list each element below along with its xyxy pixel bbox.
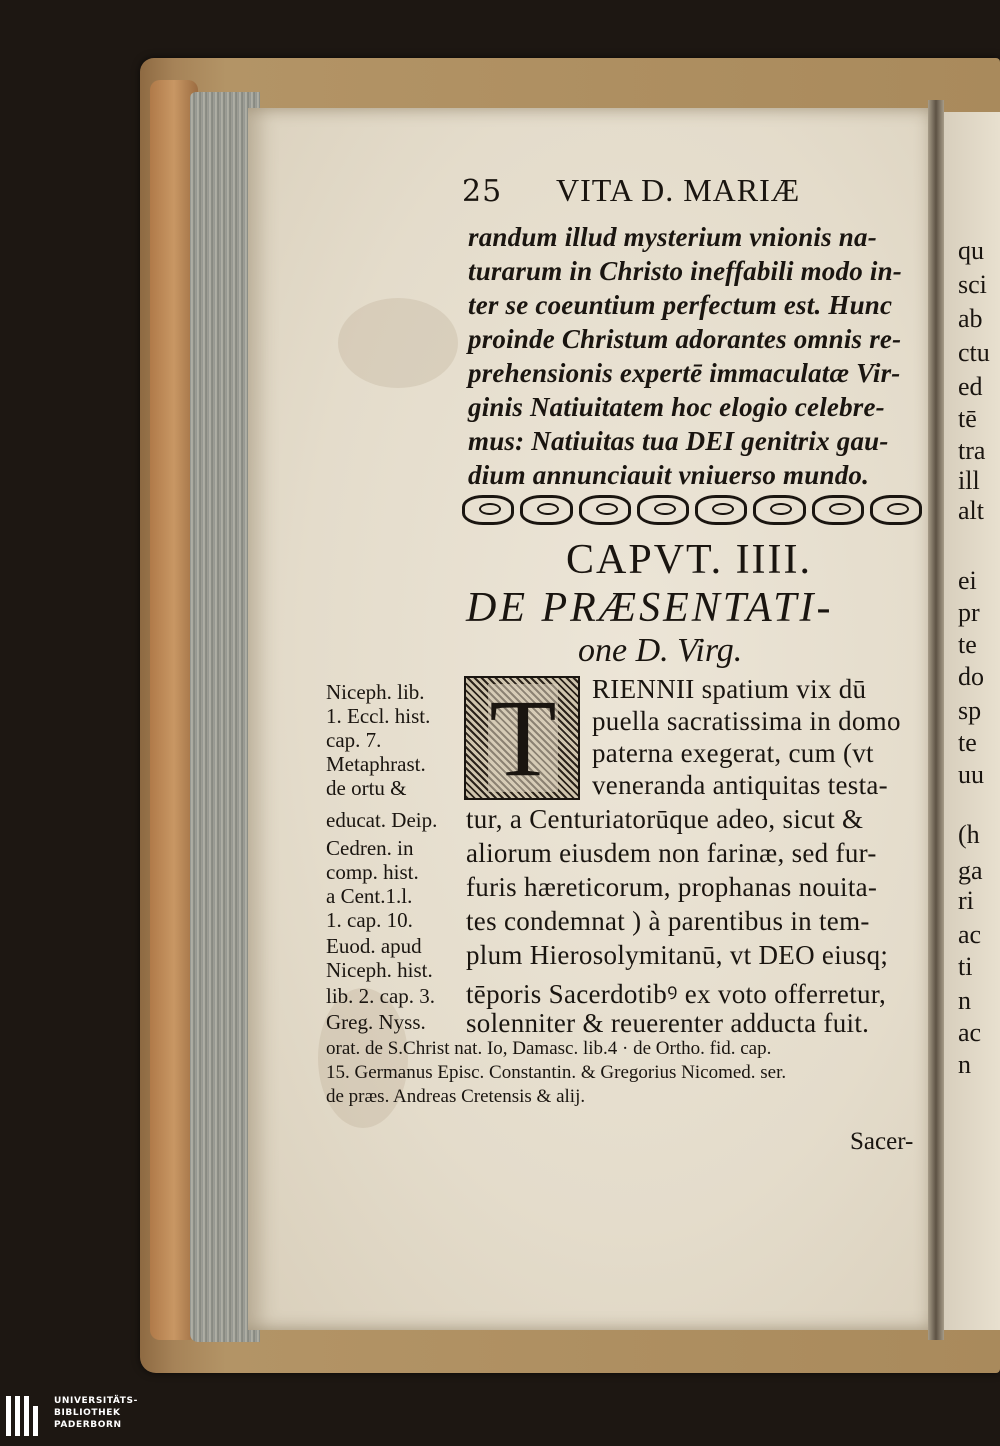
right-page-fragment: n [958,1050,971,1079]
right-page-fragment: tē [958,404,977,433]
right-page-fragment: tra [958,436,986,465]
ornament-glyph [637,495,689,525]
margin-note-line: lib. 2. cap. 3. [326,984,436,1008]
right-page-fragment: sp [958,696,982,725]
right-page-fragment: ri [958,886,974,915]
decorated-initial [464,676,580,800]
library-logo-line-2: BIBLIOTHEK [54,1408,121,1418]
chapter-heading: CAPVT. IIII. [566,537,813,583]
ornament-glyph [520,495,572,525]
catchword: Sacer- [850,1128,914,1155]
margin-note-line: Niceph. lib. [326,680,425,704]
ornament-glyph [870,495,922,525]
page-number: 25 [462,174,503,209]
right-page-fragment: ab [958,304,983,333]
margin-note-line: educat. Deip. [326,808,438,832]
italic-text-line: ginis Natiuitatem hoc elogio celebre- [468,392,885,422]
right-page-fragment: do [958,662,984,691]
body-text-line: tur, a Centuriatorūque adeo, sicut & [466,804,864,834]
right-page-fragment: ed [958,372,983,401]
right-page-fragment: ei [958,566,977,595]
margin-note-line: Euod. apud [326,934,422,958]
chapter-title-line-1: DE PRÆSENTATI- [466,585,834,631]
ornament-glyph [695,495,747,525]
italic-text-line: dium annunciauit vniuerso mundo. [468,460,870,490]
right-page-fragment: ctu [958,338,990,367]
margin-note-line: Metaphrast. [326,752,426,776]
body-text-line: solenniter & reuerenter adducta fuit. [466,1008,870,1038]
margin-note-line: Cedren. in [326,836,414,860]
ornament-divider [462,494,922,526]
library-logo-line-1: UNIVERSITÄTS- [54,1396,138,1406]
library-logo [0,1392,160,1446]
right-page-fragment: pr [958,598,980,627]
italic-text-line: ter se coeuntium perfectum est. Hunc [468,290,893,320]
margin-note-line: 1. cap. 10. [326,908,413,932]
margin-note-line: de ortu & [326,776,407,800]
body-text-line: tes condemnat ) à parentibus in tem- [466,906,870,936]
italic-text-line: randum illud mysterium vnionis na- [468,222,877,252]
paper-stain [338,298,458,388]
body-text-line: veneranda antiquitas testa- [592,770,888,800]
body-text-line: plum Hierosolymitanū, vt DEO eiusq; [466,940,889,970]
initial-letter: T [489,677,557,799]
chapter-title-line-2: one D. Virg. [578,632,743,669]
margin-note-line: comp. hist. [326,860,419,884]
body-text-line: paterna exegerat, cum (vt [592,738,874,768]
body-text-line: tēporis Sacerdotibꝰ ex voto offerretur, [466,979,887,1009]
book-gutter [928,100,944,1340]
italic-text-line: proinde Christum adorantes omnis re- [468,324,902,354]
italic-text-line: prehensionis expertē immaculatæ Vir- [468,358,901,388]
italic-text-line: turarum in Christo ineffabili modo in- [468,256,902,286]
right-page-fragment: ac [958,920,982,949]
right-page-fragment: ti [958,952,973,981]
right-page-fragment: ac [958,1018,982,1047]
ornament-glyph [812,495,864,525]
ornament-glyph [753,495,805,525]
body-text-line: RIENNII spatium vix dū [592,674,867,704]
right-page-fragment: te [958,630,977,659]
library-logo-line-3: PADERBORN [54,1420,122,1430]
margin-note-line: Niceph. hist. [326,958,433,982]
library-logo-icon [6,1396,44,1436]
right-page-fragment: qu [958,236,984,265]
right-page-fragment: n [958,986,971,1015]
body-text-line: aliorum eiusdem non farinæ, sed fur- [466,838,877,868]
body-text-line: puella sacratissima in domo [592,706,901,736]
body-text-line: furis hæreticorum, prophanas nouita- [466,872,878,902]
right-page-fragment: alt [958,496,984,525]
margin-note-line: cap. 7. [326,728,382,752]
margin-note-line: a Cent.1.l. [326,884,413,908]
right-page-fragment: uu [958,760,984,789]
ornament-glyph [579,495,631,525]
footnote-line: 15. Germanus Episc. Constantin. & Gregorius Nicomed. ser. [326,1062,787,1083]
running-title: VITA D. MARIÆ [556,172,801,208]
right-page-fragment: (h [958,820,980,849]
right-page-fragment: ga [958,856,983,885]
right-page-fragment: ill [958,466,980,495]
margin-note-line: 1. Eccl. hist. [326,704,431,728]
footnote-line: de præs. Andreas Cretensis & alij. [326,1086,586,1107]
footnote-line: orat. de S.Christ nat. Io, Damasc. lib.4 · de Ortho. fid. cap. [326,1038,772,1059]
margin-note-line: Greg. Nyss. [326,1010,426,1034]
ornament-glyph [462,495,514,525]
italic-text-line: mus: Natiuitas tua DEI genitrix gau- [468,426,889,456]
right-page-fragment: sci [958,270,987,299]
right-page-fragment: te [958,728,977,757]
